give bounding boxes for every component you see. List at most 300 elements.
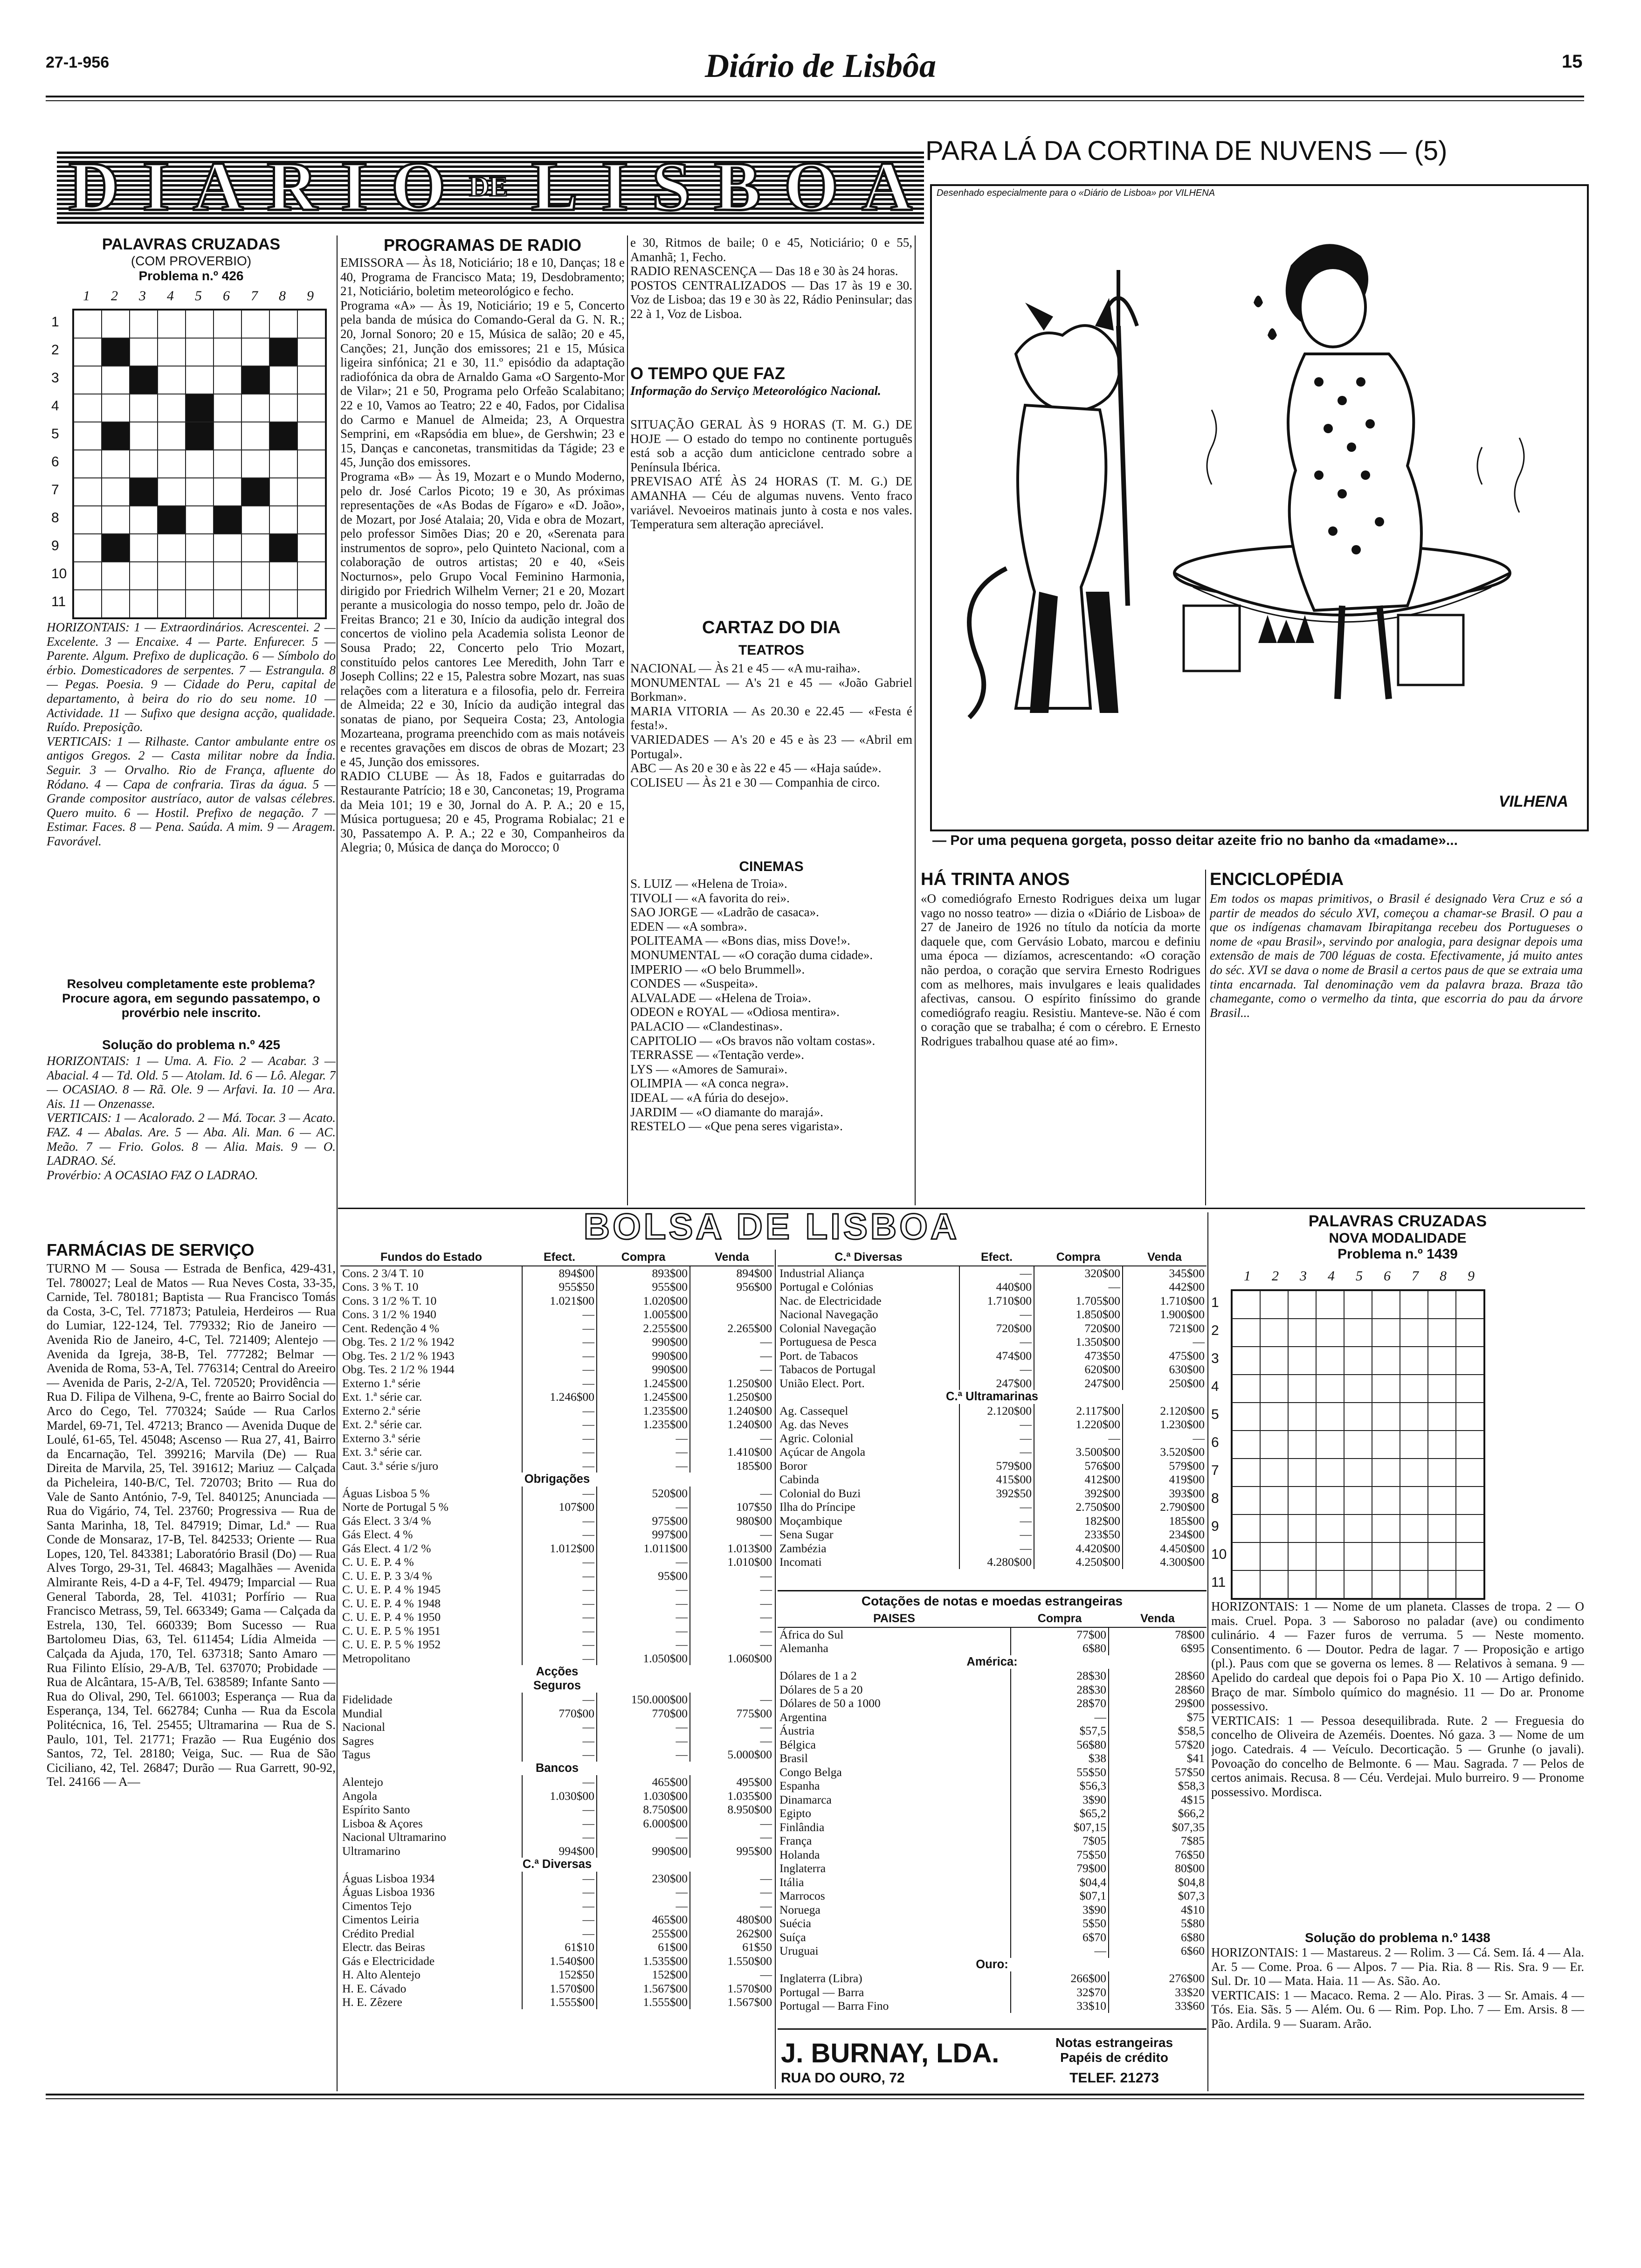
crossword-cell[interactable] bbox=[1456, 1487, 1484, 1514]
crossword-cell[interactable] bbox=[102, 562, 130, 590]
crossword-cell[interactable] bbox=[186, 590, 214, 618]
table-cell-value: $75 bbox=[1109, 1710, 1207, 1724]
table-cell-value: 894$00 bbox=[690, 1266, 774, 1280]
crossword-cell[interactable] bbox=[297, 450, 325, 478]
table-cell-value: 1.570$00 bbox=[522, 1982, 597, 1996]
crossword-cell[interactable] bbox=[1316, 1514, 1344, 1542]
table-section-header bbox=[778, 1390, 1207, 1404]
table-row bbox=[778, 1307, 1207, 1321]
crossword-cell[interactable] bbox=[1288, 1459, 1316, 1487]
crossword-cell[interactable] bbox=[1344, 1514, 1372, 1542]
crossword-cell[interactable] bbox=[297, 562, 325, 590]
crossword-cell[interactable] bbox=[269, 478, 297, 506]
table-cell-value: 1.710$00 bbox=[959, 1294, 1034, 1308]
banner-letter: D bbox=[69, 148, 119, 225]
crossword-cell[interactable] bbox=[130, 562, 158, 590]
table-cell-value: 721$00 bbox=[1123, 1321, 1207, 1335]
table-cell-value: — bbox=[522, 1748, 597, 1762]
crossword-row-number: 6 bbox=[51, 454, 59, 470]
crossword-cell[interactable] bbox=[1316, 1291, 1344, 1319]
crossword-cell[interactable] bbox=[1288, 1542, 1316, 1570]
crossword-cell[interactable] bbox=[102, 366, 130, 394]
table-row bbox=[340, 1610, 774, 1624]
crossword-cell[interactable] bbox=[269, 422, 297, 450]
crossword-cell[interactable] bbox=[186, 478, 214, 506]
crossword-cell[interactable] bbox=[1260, 1291, 1288, 1319]
crossword-cell[interactable] bbox=[1428, 1291, 1456, 1319]
table-cell-value: 28$30 bbox=[1011, 1669, 1109, 1683]
crossword-column-number: 5 bbox=[1356, 1268, 1363, 1284]
crossword-cell[interactable] bbox=[269, 366, 297, 394]
table-cell-value: — bbox=[597, 1885, 690, 1899]
crossword-cell[interactable] bbox=[186, 506, 214, 534]
crossword-cell[interactable] bbox=[1400, 1375, 1428, 1403]
table-cell-value bbox=[690, 1307, 774, 1321]
table-cell-name: Ext. 1.ª série car. bbox=[342, 1390, 422, 1404]
table-cell-value: 1.245$00 bbox=[597, 1376, 690, 1390]
table-cell-name: Cons. 2 3/4 T. 10 bbox=[342, 1266, 424, 1280]
crossword-cell[interactable] bbox=[1260, 1542, 1288, 1570]
crossword-cell[interactable] bbox=[1372, 1319, 1400, 1347]
crossword-cell[interactable] bbox=[1428, 1514, 1456, 1542]
table-cell-value: 57$20 bbox=[1109, 1738, 1207, 1752]
table-cell-name: Nac. de Electricidade bbox=[779, 1293, 882, 1307]
crossword-cell[interactable] bbox=[1316, 1347, 1344, 1375]
crossword-cell[interactable] bbox=[1428, 1431, 1456, 1459]
crossword-cell[interactable] bbox=[130, 310, 158, 338]
table-cell-name: Portugal e Colónias bbox=[779, 1280, 874, 1293]
crossword-cell[interactable] bbox=[74, 534, 102, 562]
crossword-cell[interactable] bbox=[74, 394, 102, 422]
crossword-clues: HORIZONTAIS: 1 — Nome de um planeta. Classes de tropa. 2 — O mais. Cruel. Popa. 3 — Saboroso no paladar (ave) ou condimento culinário. 4 — Fazer furos de verruma. 5 — Neste momento. Consentimento. 6 — Doutor. Pedra de lagar. 7 — Proposição e artigo (pl.). Paus com que se governa os lemes. 8 — Relativos à semana. 9 — Apelido do cardeal que depois foi o Papa Pio X. 10 — Artigo definido. Braço de mar. Símbolo químico do magnésio. 11 — Do ar. Pronome possessivo. VERTICAIS: 1 — Pessoa desequilibrada. Rute. 2 — Freguesia do concelho de Oliveira de Azeméis. Doentes. Nó gaza. 3 — Nome de um jogo. Catedrais. 4 — Veículo. Decorticação. 5 — Grunhe (o javali). Povoação do concelho de Belmonte. 6 — Mau. Sagrada. 7 — Pelos de certos animais. Recusa. 8 — Céu. Verdejai. Mulo burreiro. 9 — Pronome possessivo. Mordisca. bbox=[1211, 1599, 1584, 1799]
crossword-cell[interactable] bbox=[130, 394, 158, 422]
crossword-cell[interactable] bbox=[1456, 1431, 1484, 1459]
crossword-cell[interactable] bbox=[1400, 1291, 1428, 1319]
table-cell-name: Dólares de 5 a 20 bbox=[779, 1682, 863, 1696]
table-row bbox=[340, 1982, 774, 1996]
crossword-cell[interactable] bbox=[102, 310, 130, 338]
crossword-cell[interactable] bbox=[1372, 1431, 1400, 1459]
crossword-cell[interactable] bbox=[1344, 1542, 1372, 1570]
crossword-cell[interactable] bbox=[1260, 1459, 1288, 1487]
crossword-cell[interactable] bbox=[74, 506, 102, 534]
crossword-cell[interactable] bbox=[1344, 1319, 1372, 1347]
crossword-cell[interactable] bbox=[1372, 1542, 1400, 1570]
table-cell-value: — bbox=[959, 1445, 1034, 1459]
table-cell-value: 28$60 bbox=[1109, 1683, 1207, 1697]
crossword-cell[interactable] bbox=[1232, 1542, 1260, 1570]
crossword-cell[interactable] bbox=[1344, 1487, 1372, 1514]
crossword-cell[interactable] bbox=[1428, 1403, 1456, 1431]
crossword-cell[interactable] bbox=[102, 534, 130, 562]
crossword-cell[interactable] bbox=[214, 478, 241, 506]
crossword-cell[interactable] bbox=[1428, 1487, 1456, 1514]
table-cell-value: 2.120$00 bbox=[959, 1404, 1034, 1418]
crossword-cell[interactable] bbox=[1372, 1375, 1400, 1403]
table-row bbox=[778, 1376, 1207, 1390]
table-cell-value: — bbox=[959, 1307, 1034, 1321]
cartoon-caption: — Por uma pequena gorgeta, posso deitar azeite frio no banho da «madame»... bbox=[932, 833, 1458, 848]
crossword-cell[interactable] bbox=[269, 590, 297, 618]
crossword-cell[interactable] bbox=[1372, 1570, 1400, 1598]
crossword-cell[interactable] bbox=[1288, 1375, 1316, 1403]
crossword-cell[interactable] bbox=[1344, 1459, 1372, 1487]
crossword-cell[interactable] bbox=[297, 394, 325, 422]
crossword-cell[interactable] bbox=[1344, 1291, 1372, 1319]
crossword-cell[interactable] bbox=[1316, 1487, 1344, 1514]
crossword-cell[interactable] bbox=[1428, 1570, 1456, 1598]
crossword-cell[interactable] bbox=[1260, 1319, 1288, 1347]
crossword-cell[interactable] bbox=[1428, 1319, 1456, 1347]
crossword-cell[interactable] bbox=[1400, 1487, 1428, 1514]
crossword-cell[interactable] bbox=[186, 534, 214, 562]
table-row bbox=[340, 1693, 774, 1707]
burnay-telephone: TELEF. 21273 bbox=[1069, 2070, 1159, 2086]
crossword-row-number: 7 bbox=[51, 482, 59, 498]
crossword-cell[interactable] bbox=[130, 422, 158, 450]
crossword-cell[interactable] bbox=[186, 366, 214, 394]
crossword-row-number: 1 bbox=[51, 314, 59, 330]
crossword-cell[interactable] bbox=[297, 366, 325, 394]
crossword-cell[interactable] bbox=[214, 310, 241, 338]
crossword-row-number: 3 bbox=[51, 370, 59, 386]
crossword-cell[interactable] bbox=[130, 534, 158, 562]
crossword-cell[interactable] bbox=[1428, 1459, 1456, 1487]
crossword-cell[interactable] bbox=[241, 450, 269, 478]
crossword-cell[interactable] bbox=[1456, 1347, 1484, 1375]
crossword-cell[interactable] bbox=[130, 478, 158, 506]
crossword-cell[interactable] bbox=[1316, 1403, 1344, 1431]
table-cell-value: 28$70 bbox=[1011, 1696, 1109, 1710]
crossword-row-number: 5 bbox=[51, 426, 59, 442]
crossword-cell[interactable] bbox=[1232, 1319, 1260, 1347]
crossword-cell[interactable] bbox=[269, 562, 297, 590]
table-row bbox=[340, 1528, 774, 1542]
crossword-cell[interactable] bbox=[1232, 1291, 1260, 1319]
crossword-cell[interactable] bbox=[74, 310, 102, 338]
crossword-cell[interactable] bbox=[1372, 1347, 1400, 1375]
crossword-cell[interactable] bbox=[1456, 1375, 1484, 1403]
table-cell-name: C. U. E. P. 4 % bbox=[342, 1555, 414, 1569]
crossword-cell[interactable] bbox=[297, 338, 325, 366]
crossword-cell[interactable] bbox=[1400, 1542, 1428, 1570]
crossword-cell[interactable] bbox=[1260, 1403, 1288, 1431]
crossword-cell[interactable] bbox=[1260, 1347, 1288, 1375]
crossword-cell[interactable] bbox=[186, 394, 214, 422]
column-rule bbox=[1207, 1212, 1208, 2091]
crossword-cell[interactable] bbox=[1288, 1403, 1316, 1431]
table-row bbox=[340, 1995, 774, 2009]
table-cell-name: Mundial bbox=[342, 1706, 383, 1720]
crossword-cell[interactable] bbox=[1316, 1375, 1344, 1403]
fx-table bbox=[778, 1611, 1207, 2026]
crossword-cell[interactable] bbox=[214, 590, 241, 618]
crossword-cell[interactable] bbox=[186, 450, 214, 478]
crossword-cell[interactable] bbox=[1456, 1459, 1484, 1487]
crossword-cell[interactable] bbox=[1232, 1487, 1260, 1514]
crossword-cell[interactable] bbox=[1260, 1570, 1288, 1598]
table-cell-value: 4$15 bbox=[1109, 1793, 1207, 1807]
table-row bbox=[340, 1597, 774, 1611]
crossword-row-number: 4 bbox=[51, 398, 59, 414]
crossword-cell[interactable] bbox=[74, 478, 102, 506]
table-cell-name: Lisboa & Açores bbox=[342, 1816, 423, 1830]
crossword-cell[interactable] bbox=[102, 590, 130, 618]
crossword-cell[interactable] bbox=[74, 422, 102, 450]
crossword-cell[interactable] bbox=[241, 562, 269, 590]
table-cell-value: 107$50 bbox=[690, 1500, 774, 1514]
crossword-cell[interactable] bbox=[158, 338, 186, 366]
crossword-cell[interactable] bbox=[1232, 1347, 1260, 1375]
crossword-cell[interactable] bbox=[130, 450, 158, 478]
table-cell-name: Itália bbox=[779, 1875, 804, 1889]
crossword-cell[interactable] bbox=[241, 338, 269, 366]
crossword-cell[interactable] bbox=[158, 450, 186, 478]
crossword-cell[interactable] bbox=[1400, 1403, 1428, 1431]
crossword-cell[interactable] bbox=[1456, 1570, 1484, 1598]
crossword-cell[interactable] bbox=[1400, 1459, 1428, 1487]
crossword-cell[interactable] bbox=[74, 562, 102, 590]
crossword-cell[interactable] bbox=[1344, 1347, 1372, 1375]
table-cell-value: — bbox=[690, 1583, 774, 1597]
crossword-grid[interactable] bbox=[1231, 1289, 1485, 1600]
crossword-cell[interactable] bbox=[297, 422, 325, 450]
crossword-cell[interactable] bbox=[1372, 1514, 1400, 1542]
table-cell-value: — bbox=[690, 1487, 774, 1500]
crossword-cell[interactable] bbox=[130, 366, 158, 394]
crossword-cell[interactable] bbox=[1400, 1431, 1428, 1459]
crossword-cell[interactable] bbox=[241, 394, 269, 422]
crossword-cell[interactable] bbox=[1288, 1431, 1316, 1459]
crossword-cell[interactable] bbox=[1288, 1291, 1316, 1319]
crossword-cell[interactable] bbox=[214, 506, 241, 534]
table-cell-value: 994$00 bbox=[522, 1844, 597, 1858]
crossword-cell[interactable] bbox=[1428, 1542, 1456, 1570]
crossword-cell[interactable] bbox=[269, 506, 297, 534]
crossword-cell[interactable] bbox=[158, 506, 186, 534]
crossword-cell[interactable] bbox=[297, 310, 325, 338]
crossword-cell[interactable] bbox=[186, 562, 214, 590]
crossword-cell[interactable] bbox=[269, 338, 297, 366]
table-cell-value: — bbox=[522, 1720, 597, 1734]
crossword-cell[interactable] bbox=[158, 366, 186, 394]
crossword-cell[interactable] bbox=[186, 310, 214, 338]
crossword-cell[interactable] bbox=[1428, 1375, 1456, 1403]
table-row bbox=[778, 1724, 1207, 1738]
crossword-cell[interactable] bbox=[186, 338, 214, 366]
crossword-cell[interactable] bbox=[269, 534, 297, 562]
crossword-cell[interactable] bbox=[1456, 1403, 1484, 1431]
crossword-cell[interactable] bbox=[1456, 1319, 1484, 1347]
crossword-cell[interactable] bbox=[1344, 1431, 1372, 1459]
table-cell-name: Sena Sugar bbox=[779, 1528, 834, 1541]
crossword-cell[interactable] bbox=[1288, 1487, 1316, 1514]
crossword-cell[interactable] bbox=[102, 478, 130, 506]
table-cell-value: — bbox=[690, 1817, 774, 1831]
table-cell-value: 266$00 bbox=[1011, 1971, 1109, 1985]
table-row bbox=[340, 1280, 774, 1294]
crossword-cell[interactable] bbox=[269, 310, 297, 338]
table-cell-value: 520$00 bbox=[597, 1487, 690, 1500]
crossword-cell[interactable] bbox=[297, 590, 325, 618]
crossword-cell[interactable] bbox=[1316, 1459, 1344, 1487]
crossword-cell[interactable] bbox=[158, 394, 186, 422]
table-cell-name: Inglaterra bbox=[779, 1861, 826, 1875]
table-row bbox=[778, 1473, 1207, 1487]
table-cell-value: 1.550$00 bbox=[690, 1954, 774, 1968]
crossword-cell[interactable] bbox=[158, 310, 186, 338]
table-cell-value: 185$00 bbox=[690, 1459, 774, 1473]
crossword-cell[interactable] bbox=[1260, 1431, 1288, 1459]
crossword-cell[interactable] bbox=[158, 422, 186, 450]
crossword-cell[interactable] bbox=[1400, 1319, 1428, 1347]
crossword-cell[interactable] bbox=[1428, 1347, 1456, 1375]
crossword-cell[interactable] bbox=[74, 590, 102, 618]
table-cell-value: 56$80 bbox=[1011, 1738, 1109, 1752]
crossword-cell[interactable] bbox=[158, 534, 186, 562]
crossword-cell[interactable] bbox=[102, 450, 130, 478]
crossword-cell[interactable] bbox=[102, 394, 130, 422]
crossword-cell[interactable] bbox=[297, 478, 325, 506]
crossword-cell[interactable] bbox=[1232, 1570, 1260, 1598]
table-cell-value: 1.060$00 bbox=[690, 1652, 774, 1666]
crossword-cell[interactable] bbox=[1372, 1403, 1400, 1431]
crossword-cell[interactable] bbox=[241, 590, 269, 618]
col-header: Efect. bbox=[522, 1250, 597, 1266]
crossword-cell[interactable] bbox=[130, 590, 158, 618]
crossword-cell[interactable] bbox=[130, 338, 158, 366]
crossword-cell[interactable] bbox=[1456, 1291, 1484, 1319]
table-row bbox=[340, 1459, 774, 1473]
table-cell-value: 1.850$00 bbox=[1034, 1307, 1123, 1321]
table-cell-name: Inglaterra (Libra) bbox=[779, 1971, 862, 1985]
crossword-cell[interactable] bbox=[1232, 1403, 1260, 1431]
crossword-row-number: 8 bbox=[51, 510, 59, 526]
crossword-cell[interactable] bbox=[241, 534, 269, 562]
table-cell-value: 6$95 bbox=[1109, 1641, 1207, 1655]
table-cell-value: 770$00 bbox=[522, 1707, 597, 1721]
table-cell-name: Cent. Redenção 4 % bbox=[342, 1321, 440, 1335]
table-cell-value: — bbox=[1034, 1431, 1123, 1445]
crossword-cell[interactable] bbox=[214, 534, 241, 562]
crossword-cell[interactable] bbox=[1372, 1487, 1400, 1514]
crossword-cell[interactable] bbox=[74, 366, 102, 394]
crossword-cell[interactable] bbox=[1260, 1487, 1288, 1514]
crossword-cell[interactable] bbox=[1260, 1514, 1288, 1542]
table-cell-value: 8.750$00 bbox=[597, 1803, 690, 1817]
crossword-cell[interactable] bbox=[241, 506, 269, 534]
table-cell-value: 579$00 bbox=[959, 1459, 1034, 1473]
crossword-cell[interactable] bbox=[214, 338, 241, 366]
table-cell-value: 75$50 bbox=[1011, 1848, 1109, 1862]
section-label: Obrigações bbox=[524, 1473, 590, 1486]
crossword-cell[interactable] bbox=[1232, 1459, 1260, 1487]
crossword-cell[interactable] bbox=[214, 366, 241, 394]
crossword-cell[interactable] bbox=[1260, 1375, 1288, 1403]
crossword-cell[interactable] bbox=[214, 450, 241, 478]
crossword-cell[interactable] bbox=[1400, 1347, 1428, 1375]
crossword-cell[interactable] bbox=[214, 394, 241, 422]
crossword-cell[interactable] bbox=[1316, 1319, 1344, 1347]
crossword-cell[interactable] bbox=[241, 366, 269, 394]
crossword-cell[interactable] bbox=[1316, 1570, 1344, 1598]
table-cell-value: 579$00 bbox=[1123, 1459, 1207, 1473]
crossword-cell[interactable] bbox=[1372, 1459, 1400, 1487]
table-cell-name: Áustria bbox=[779, 1724, 815, 1737]
crossword-row-number: 2 bbox=[51, 342, 59, 358]
crossword-cell[interactable] bbox=[1400, 1514, 1428, 1542]
crossword-cell[interactable] bbox=[102, 506, 130, 534]
crossword-cell[interactable] bbox=[241, 310, 269, 338]
footer-rule bbox=[46, 2094, 1584, 2095]
crossword-cell[interactable] bbox=[1456, 1514, 1484, 1542]
table-cell-value: $07,1 bbox=[1011, 1889, 1109, 1903]
crossword-cell[interactable] bbox=[1316, 1542, 1344, 1570]
crossword-cell[interactable] bbox=[102, 338, 130, 366]
crossword-cell[interactable] bbox=[1288, 1347, 1316, 1375]
banner-letter: I bbox=[340, 148, 368, 225]
crossword-cell[interactable] bbox=[130, 506, 158, 534]
table-cell-value: — bbox=[522, 1431, 597, 1445]
crossword-cell[interactable] bbox=[241, 422, 269, 450]
crossword-cell[interactable] bbox=[269, 394, 297, 422]
crossword-cell[interactable] bbox=[1344, 1375, 1372, 1403]
crossword-cell[interactable] bbox=[1288, 1570, 1316, 1598]
crossword-grid[interactable] bbox=[72, 309, 327, 619]
crossword-cell[interactable] bbox=[1456, 1542, 1484, 1570]
crossword-cell[interactable] bbox=[1400, 1570, 1428, 1598]
crossword-cell[interactable] bbox=[74, 450, 102, 478]
table-cell-value: 2.265$00 bbox=[690, 1321, 774, 1335]
crossword-cell[interactable] bbox=[158, 562, 186, 590]
table-cell-value: — bbox=[690, 1872, 774, 1886]
crossword-cell[interactable] bbox=[1232, 1514, 1260, 1542]
crossword-cell[interactable] bbox=[158, 478, 186, 506]
table-row bbox=[778, 1820, 1207, 1834]
crossword-cell[interactable] bbox=[1288, 1514, 1316, 1542]
table-cell-name: Finlândia bbox=[779, 1820, 825, 1834]
crossword-cell[interactable] bbox=[1344, 1570, 1372, 1598]
crossword-cell[interactable] bbox=[297, 534, 325, 562]
crossword-cell[interactable] bbox=[1232, 1375, 1260, 1403]
crossword-cell[interactable] bbox=[1372, 1291, 1400, 1319]
crossword-cell[interactable] bbox=[214, 422, 241, 450]
table-row bbox=[778, 1806, 1207, 1820]
crossword-cell[interactable] bbox=[297, 506, 325, 534]
crossword-cell[interactable] bbox=[74, 338, 102, 366]
table-cell-name: Agric. Colonial bbox=[779, 1431, 854, 1445]
crossword-column-numbers bbox=[1235, 1268, 1487, 1287]
crossword-cell[interactable] bbox=[186, 422, 214, 450]
table-cell-value: — bbox=[522, 1362, 597, 1376]
crossword-cell[interactable] bbox=[1344, 1403, 1372, 1431]
table-cell-value: $04,4 bbox=[1011, 1875, 1109, 1889]
crossword-cell[interactable] bbox=[1316, 1431, 1344, 1459]
crossword-cell[interactable] bbox=[214, 562, 241, 590]
crossword-cell[interactable] bbox=[102, 422, 130, 450]
crossword-cell[interactable] bbox=[1232, 1431, 1260, 1459]
table-cell-value: $58,3 bbox=[1109, 1779, 1207, 1793]
table-cell-name: Obg. Tes. 2 1/2 % 1943 bbox=[342, 1348, 455, 1362]
crossword-cell[interactable] bbox=[241, 478, 269, 506]
table-cell-value: 250$00 bbox=[1123, 1376, 1207, 1390]
crossword-cell[interactable] bbox=[1288, 1319, 1316, 1347]
crossword-cell[interactable] bbox=[158, 590, 186, 618]
table-row bbox=[778, 1500, 1207, 1514]
crossword-cell[interactable] bbox=[269, 450, 297, 478]
table-cell-value: 4.300$00 bbox=[1123, 1555, 1207, 1569]
table-cell-value: 3$90 bbox=[1011, 1793, 1109, 1807]
